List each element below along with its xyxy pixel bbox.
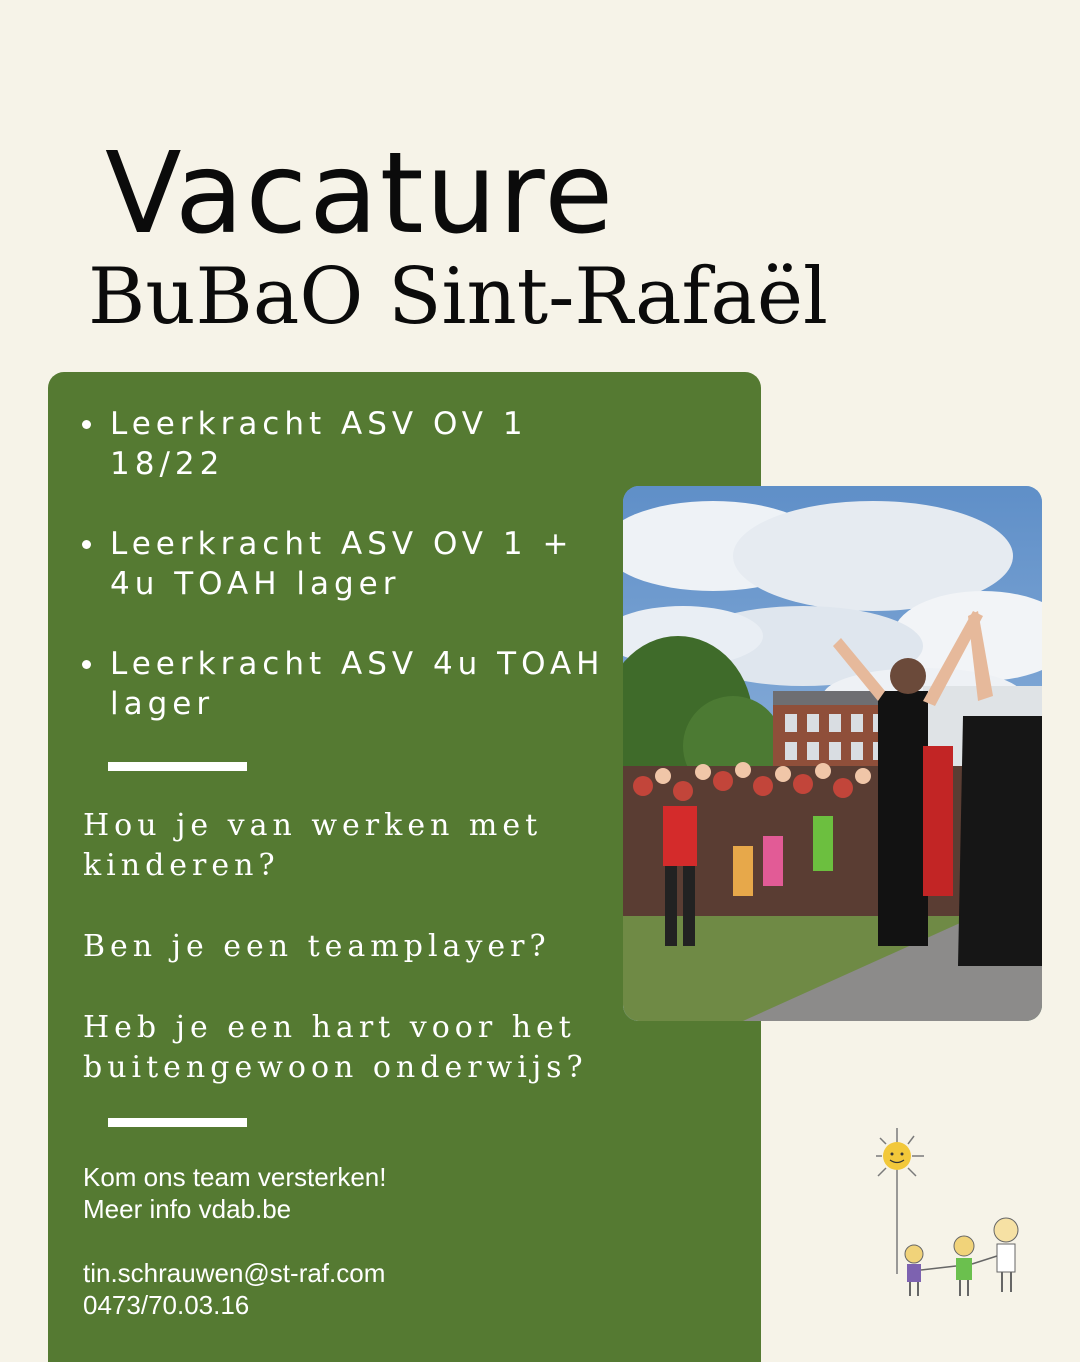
bullet-icon: [82, 660, 91, 669]
job-item: [80, 404, 620, 484]
job-label: Leerkracht ASV OV 1 + 4u TOAH lager: [110, 526, 574, 602]
school-name: BuBaO Sint-Rafaël: [88, 252, 828, 342]
divider-line: [108, 1118, 247, 1127]
contact-phone[interactable]: 0473/70.03.16: [83, 1290, 250, 1320]
bullet-icon: [82, 540, 91, 549]
divider-line: [108, 762, 247, 771]
question-text: Hou je van werken met kinderen?: [83, 808, 543, 883]
question-text: Heb je een hart voor het buitengewoon onderwijs?: [83, 1010, 588, 1085]
bullet-icon: [82, 420, 91, 429]
page-title: Vacature: [105, 129, 616, 259]
job-item: [80, 644, 620, 724]
job-item: [80, 524, 620, 604]
job-label: Leerkracht ASV 4u TOAH lager: [110, 646, 605, 722]
question-text: Ben je een teamplayer?: [83, 929, 551, 964]
job-list: [80, 404, 620, 764]
more-info-text: Meer info vdab.be: [83, 1194, 292, 1224]
job-label: Leerkracht ASV OV 1 18/22: [110, 406, 528, 482]
contact-email[interactable]: tin.schrauwen@st-raf.com: [83, 1258, 386, 1288]
school-logo: [868, 1124, 1038, 1316]
cta-text: Kom ons team versterken!: [83, 1162, 387, 1192]
event-photo: [623, 486, 1042, 1021]
